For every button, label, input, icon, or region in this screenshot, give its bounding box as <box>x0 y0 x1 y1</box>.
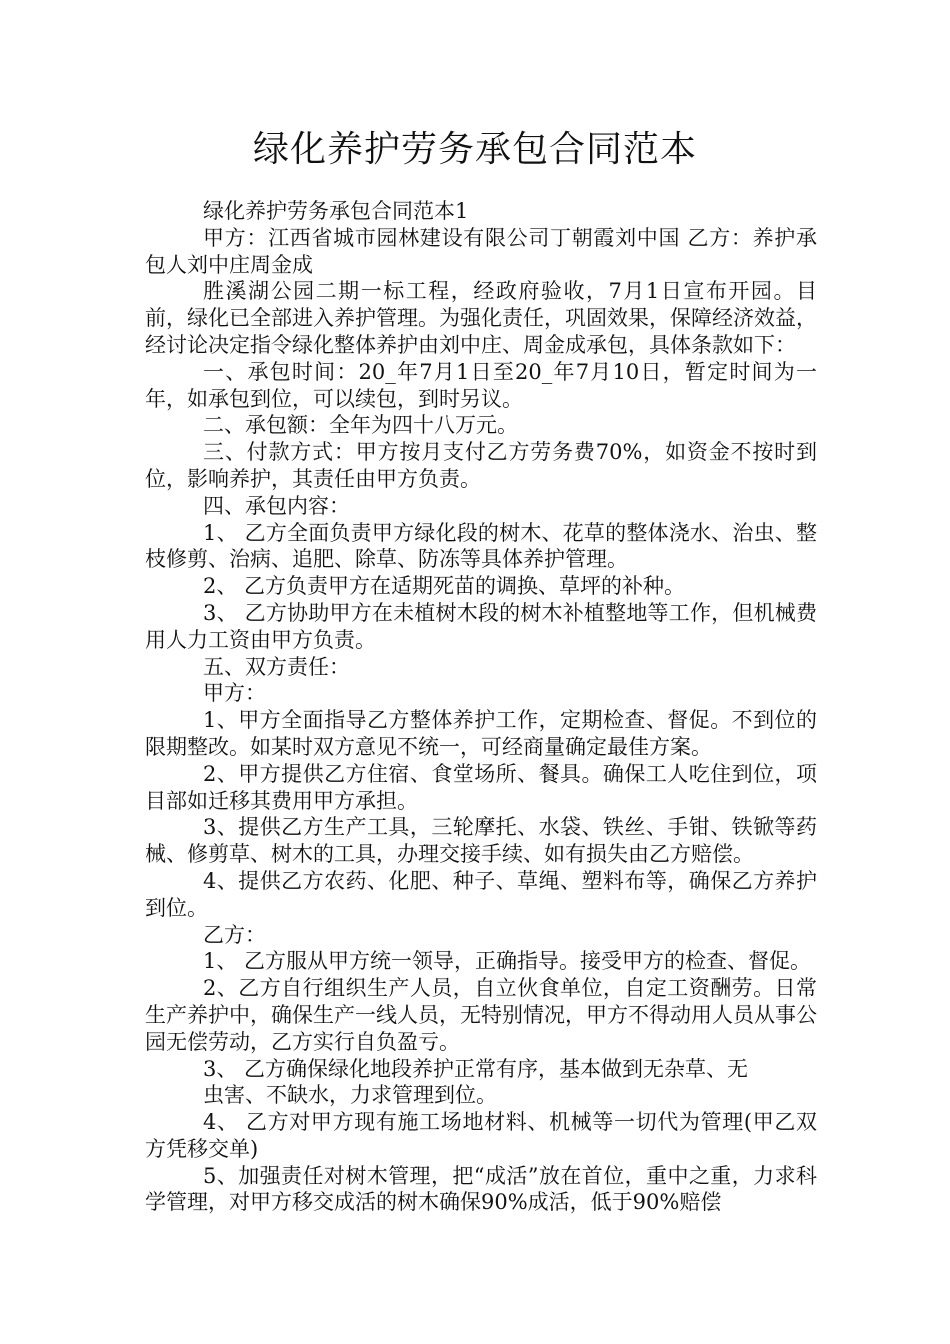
paragraph: 乙方： <box>203 922 266 947</box>
paragraph: 绿化养护劳务承包合同范本1 <box>203 199 469 223</box>
paragraph: 2、甲方提供乙方住宿、食堂场所、餐具。确保工人吃住到位，项目部如迁移其费用甲方承担。 <box>145 761 817 813</box>
document-body <box>145 198 817 1216</box>
paragraph: 5、加强责任对树木管理，把“成活”放在首位，重中之重，力求科学管理，对甲方移交成活的树木确保90%成活，低于90%赔偿 <box>145 1163 817 1215</box>
paragraph: 2、乙方自行组织生产人员，自立伙食单位，自定工资酬劳。日常生产养护中，确保生产一线人员，无特别情况，甲方不得动用人员从事公园无偿劳动，乙方实行自负盈亏。 <box>145 976 817 1054</box>
paragraph: 2、 乙方负责甲方在适期死苗的调换、草坪的补种。 <box>203 574 686 599</box>
paragraph: 甲方： <box>203 681 266 706</box>
paragraph: 1、甲方全面指导乙方整体养护工作，定期检查、督促。不到位的限期整改。如某时双方意见不统一，可经商量确定最佳方案。 <box>145 708 817 759</box>
document-title: 绿化养护劳务承包合同范本 <box>252 129 697 170</box>
paragraph: 3、 乙方协助甲方在未植树木段的树木补植整地等工作，但机械费用人力工资由甲方负责。 <box>145 600 817 652</box>
paragraph: 一、承包时间：20_年7月1日至20_年7月10日，暂定时间为一年，如承包到位，可以续包，到时另议。 <box>145 359 817 411</box>
paragraph: 四、承包内容： <box>203 493 350 518</box>
paragraph: 1、 乙方全面负责甲方绿化段的树木、花草的整体浇水、治虫、整枝修剪、治病、追肥、除草、防冻等具体养护管理。 <box>145 520 817 572</box>
paragraph: 胜溪湖公园二期一标工程，经政府验收，7月1日宣布开园。目前，绿化已全部进入养护管理。为强化责任，巩固效果，保障经济效益，经讨论决定指令绿化整体养护由刘中庄、周金成承包，具体条款如下： <box>145 279 817 357</box>
paragraph: 3、 乙方确保绿化地段养护正常有序，基本做到无杂草、无 <box>203 1056 749 1081</box>
paragraph: 三、付款方式：甲方按月支付乙方劳务费70%，如资金不按时到位，影响养护，其责任由甲方负责。 <box>145 440 817 491</box>
paragraph: 甲方：江西省城市园林建设有限公司丁朝霞刘中国 乙方：养护承包人刘中庄周金成 <box>145 225 817 277</box>
paragraph: 虫害、不缺水，力求管理到位。 <box>203 1083 497 1108</box>
paragraph: 3、提供乙方生产工具，三轮摩托、水袋、铁丝、手钳、铁锨等药械、修剪草、树木的工具，办理交接手续、如有损失由乙方赔偿。 <box>145 815 817 867</box>
paragraph: 4、 乙方对甲方现有施工场地材料、机械等一切代为管理(甲乙双方凭移交单) <box>145 1110 817 1161</box>
paragraph: 1、 乙方服从甲方统一领导，正确指导。接受甲方的检查、督促。 <box>203 949 812 974</box>
paragraph: 五、双方责任： <box>203 654 350 679</box>
paragraph: 二、承包额：全年为四十八万元。 <box>203 413 518 438</box>
paragraph: 4、提供乙方农药、化肥、种子、草绳、塑料布等，确保乙方养护到位。 <box>145 868 817 920</box>
